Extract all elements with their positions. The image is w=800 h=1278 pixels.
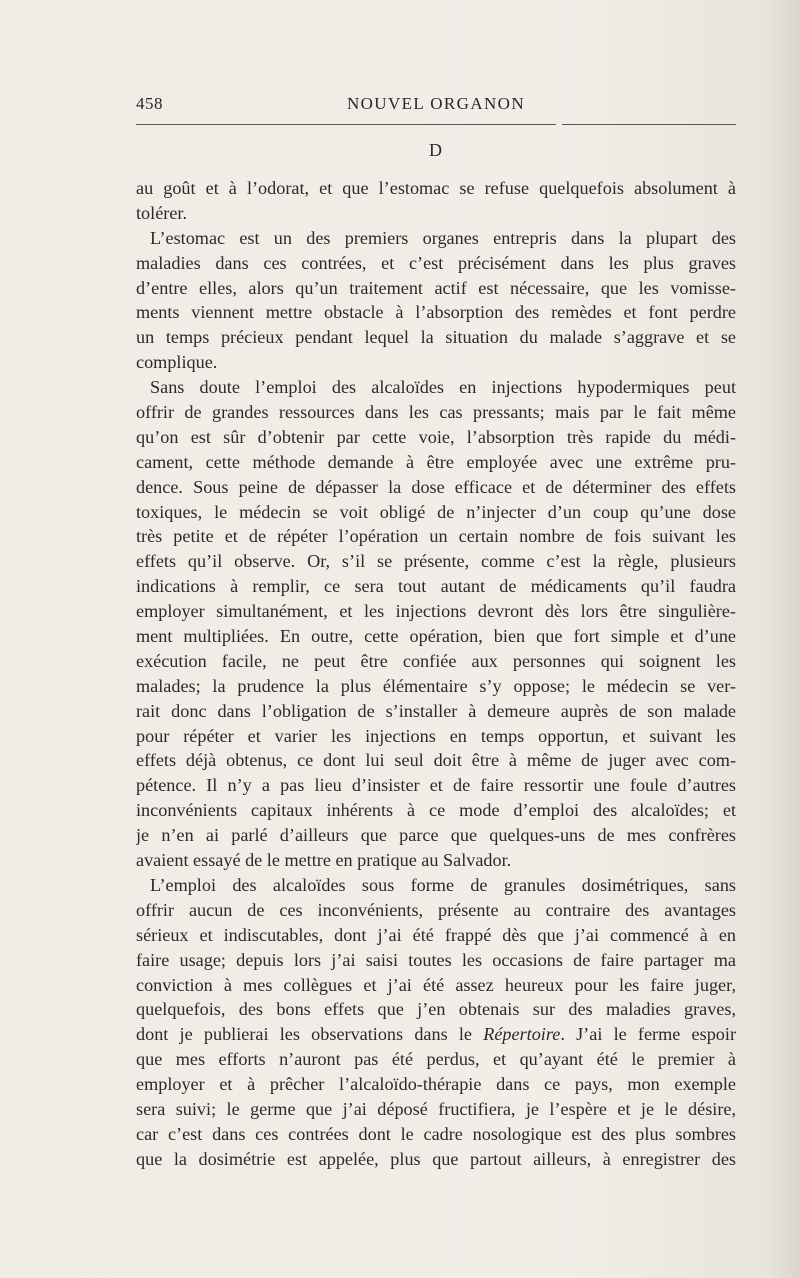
text-line: sérieux et indiscutables, dont j’ai été frappé dès que j’ai commencé à en (136, 924, 736, 945)
text-line: très petite et de répéter l’opération un certain nombre de fois suivant les (136, 526, 736, 547)
page-header (136, 92, 736, 122)
text-line: sera suivi; le germe que j’ai déposé fructifiera, je l’espère et je le désire, (136, 1098, 736, 1119)
text-line: effets déjà obtenus, ce dont lui seul doit être à même de juger avec com- (136, 750, 736, 771)
text-line: toxiques, le médecin se voit obligé de n’injecter d’un coup qu’une dose (136, 501, 736, 522)
text-line: tolérer. (136, 202, 188, 223)
text-line: un temps précieux pendant lequel la situation du malade s’aggrave et se (136, 327, 736, 348)
text-line: ments viennent mettre obstacle à l’absorption des remèdes et font perdre (136, 302, 736, 323)
running-title: NOUVEL ORGANON (346, 94, 526, 113)
text-line: cament, cette méthode demande à être employée avec une extrême pru- (136, 451, 736, 472)
header-rule-right (562, 124, 736, 125)
text-line-with-title (136, 1022, 736, 1047)
text-fragment: . J’ai le ferme espoir (560, 1024, 736, 1045)
text-line: rait donc dans l’obligation de s’installer à demeure auprès de son malade (136, 700, 736, 721)
header-rule-left (136, 124, 556, 125)
text-line: inconvénients capitaux inhérents à ce mode d’emploi des alcaloïdes; et (136, 800, 736, 821)
text-line: Sans doute l’emploi des alcaloïdes en injections hypodermiques peut (150, 377, 736, 398)
text-line: malades; la prudence la plus élémentaire s’y oppose; le médecin se ver- (136, 675, 736, 696)
text-line: dence. Sous peine de dépasser la dose efficace et de déterminer des effets (136, 476, 736, 497)
text-line: exécution facile, ne peut être confiée aux personnes qui soignent les (136, 650, 736, 671)
text-line: effets qu’il observe. Or, s’il se présente, comme c’est la règle, plusieurs (136, 551, 736, 572)
text-line: d’entre elles, alors qu’un traitement actif est nécessaire, que les vomisse- (136, 277, 736, 298)
text-line: avaient essayé de le mettre en pratique au Salvador. (136, 850, 512, 871)
text-line: ment multipliées. En outre, cette opération, bien que fort simple et d’une (136, 626, 736, 647)
text-line: employer et à prêcher l’alcaloïdo-thérapie dans ce pays, mon exemple (136, 1074, 736, 1095)
signature-mark: D (429, 140, 443, 160)
text-line: au goût et à l’odorat, et que l’estomac se refuse quelquefois absolument à (136, 178, 736, 198)
page-number: 458 (136, 94, 163, 113)
text-line: qu’on est sûr d’obtenir par cette voie, l’absorption très rapide du médi- (136, 426, 736, 447)
text-line: indications à remplir, ce sera tout autant de médicaments qu’il faudra (136, 576, 736, 597)
text-line: offrir de grandes ressources dans les cas pressants; mais par le fait même (136, 402, 736, 423)
italic-title: Répertoire (483, 1024, 561, 1045)
text-line: que la dosimétrie est appelée, plus que partout ailleurs, à enregistrer des (136, 1148, 736, 1169)
text-line: que mes efforts n’auront pas été perdus, et qu’ayant été le premier à (136, 1049, 736, 1070)
text-line: offrir aucun de ces inconvénients, présente au contraire des avantages (136, 899, 736, 920)
text-line: je n’en ai parlé d’ailleurs que parce que quelques-uns de mes confrères (136, 825, 736, 846)
text-line: conviction à mes collègues et j’ai été assez heureux pour les faire juger, (136, 974, 736, 995)
text-line: complique. (136, 352, 218, 373)
text-line: pour répéter et varier les injections en temps opportun, et suivant les (136, 725, 736, 746)
text-line: pétence. Il n’y a pas lieu d’insister et de faire ressortir une foule d’autres (136, 775, 736, 796)
text-line: faire usage; depuis lors j’ai saisi toutes les occasions de faire partager ma (136, 949, 736, 970)
text-line: employer simultanément, et les injections devront dès lors être singulière- (136, 601, 736, 622)
text-line: car c’est dans ces contrées dont le cadre nosologique est des plus sombres (136, 1123, 736, 1144)
text-line: L’emploi des alcaloïdes sous forme de granules dosimétriques, sans (150, 874, 736, 895)
text-line: quelquefois, des bons effets que j’en obtenais sur des maladies graves, (136, 999, 736, 1020)
body-text (136, 176, 736, 1172)
text-fragment: dont je publierai les observations dans le (136, 1024, 484, 1045)
text-line: L’estomac est un des premiers organes entrepris dans la plupart des (150, 227, 736, 248)
text-line: maladies dans ces contrées, et c’est précisément dans les plus graves (136, 252, 736, 273)
